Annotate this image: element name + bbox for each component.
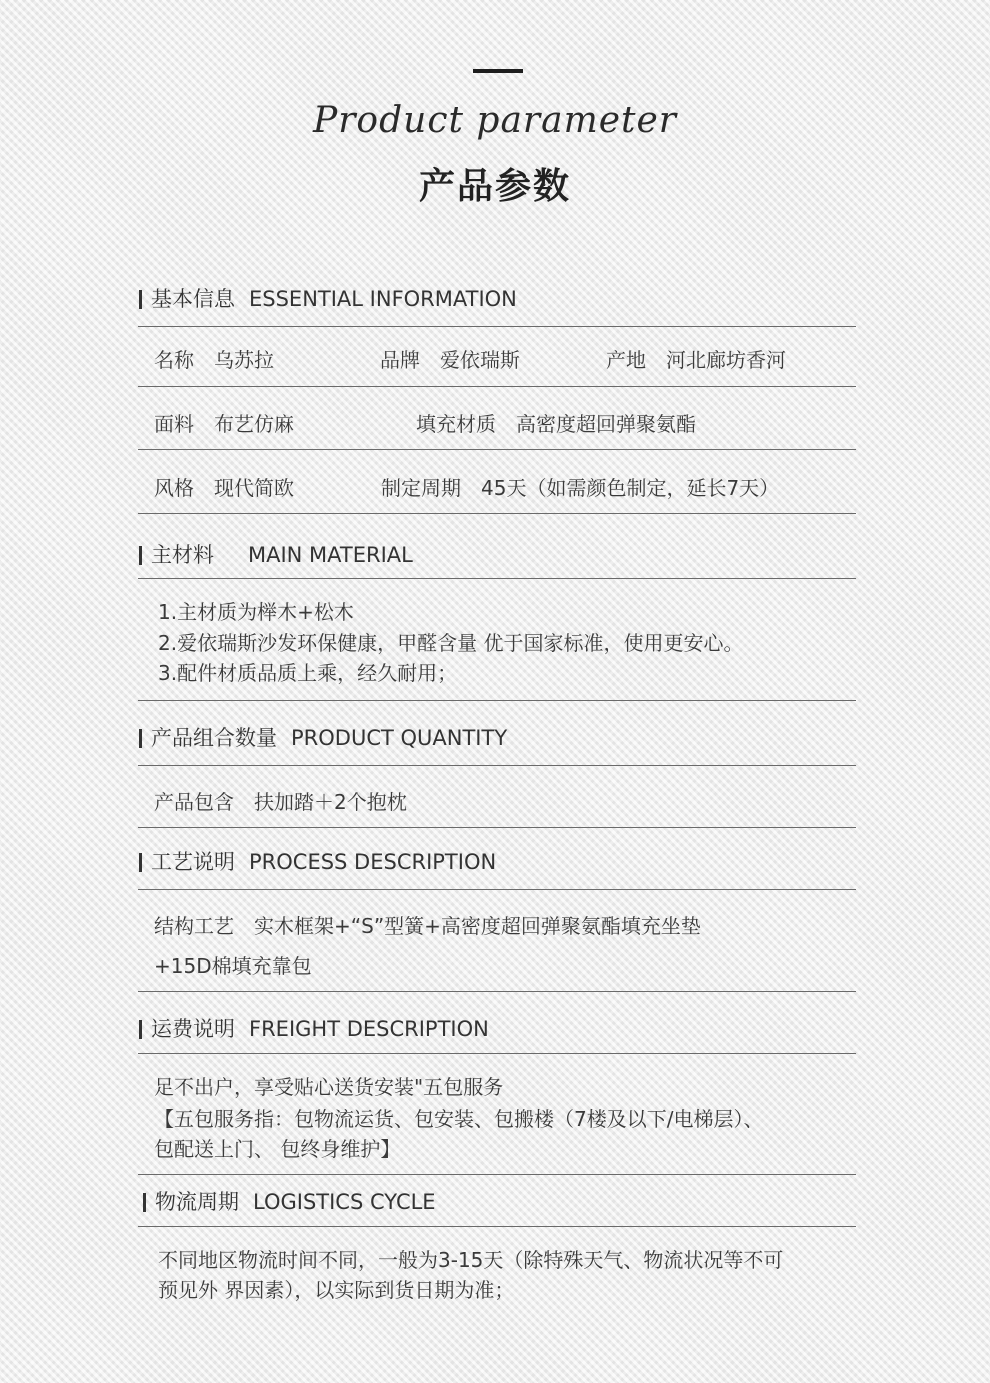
- divider: [138, 765, 856, 766]
- divider: [138, 513, 856, 514]
- section-marker: [139, 546, 142, 565]
- title-accent-bar: [473, 69, 523, 73]
- structure-line-2: +15D棉填充靠包: [154, 954, 312, 978]
- section-marker: [139, 1020, 142, 1039]
- divider: [138, 578, 856, 579]
- section-marker: [139, 853, 142, 872]
- section-marker: [139, 290, 142, 309]
- freight-line-3: 包配送上门、 包终身维护】: [154, 1137, 401, 1161]
- field-origin: 产地 河北廊坊香河: [606, 348, 786, 372]
- divider: [138, 991, 856, 992]
- material-line-2: 2.爱依瑞斯沙发环保健康，甲醛含量 优于国家标准，使用更安心。: [158, 631, 744, 655]
- field-filling: 填充材质 高密度超回弹聚氨酯: [416, 412, 696, 436]
- section-heading-essential-info: 基本信息 ESSENTIAL INFORMATION: [139, 283, 517, 313]
- logistics-line-2: 预见外 界因素），以实际到货日期为准；: [158, 1278, 515, 1302]
- page-title: 产品参数: [418, 166, 571, 207]
- divider: [138, 1174, 856, 1175]
- logistics-line-1: 不同地区物流时间不同，一般为3-15天（除特殊天气、物流状况等不可: [158, 1248, 784, 1272]
- freight-line-1: 足不出户，享受贴心送货安装"五包服务: [154, 1075, 504, 1099]
- section-heading-logistics: 物流周期 LOGISTICS CYCLE: [143, 1186, 436, 1216]
- material-line-1: 1.主材质为榉木+松木: [158, 600, 354, 624]
- field-package: 产品包含 扶加踏＋2个抱枕: [154, 790, 407, 814]
- field-name: 名称 乌苏拉: [154, 348, 274, 372]
- section-marker: [139, 729, 142, 748]
- section-marker: [143, 1193, 146, 1212]
- section-heading-process: 工艺说明 PROCESS DESCRIPTION: [139, 846, 496, 876]
- script-title: Product parameter: [312, 100, 677, 141]
- field-cycle: 制定周期 45天（如需颜色制定，延长7天）: [381, 476, 780, 500]
- section-heading-freight: 运费说明 FREIGHT DESCRIPTION: [139, 1013, 489, 1043]
- divider: [138, 1226, 856, 1227]
- divider: [138, 889, 856, 890]
- field-fabric: 面料 布艺仿麻: [154, 412, 294, 436]
- field-structure: 结构工艺 实木框架+“S”型簧+高密度超回弹聚氨酯填充坐垫: [154, 914, 701, 938]
- field-style: 风格 现代简欧: [154, 476, 294, 500]
- divider: [138, 449, 856, 450]
- divider: [138, 326, 856, 327]
- divider: [138, 827, 856, 828]
- freight-line-2: 【五包服务指：包物流运货、包安装、包搬楼（7楼及以下/电梯层）、: [154, 1107, 764, 1131]
- field-brand: 品牌 爱依瑞斯: [380, 348, 520, 372]
- divider: [138, 386, 856, 387]
- divider: [138, 1053, 856, 1054]
- divider: [138, 700, 856, 701]
- section-heading-main-material: 主材料 MAIN MATERIAL: [139, 539, 413, 569]
- material-line-3: 3.配件材质品质上乘，经久耐用；: [158, 661, 458, 685]
- section-heading-product-quantity: 产品组合数量 PRODUCT QUANTITY: [139, 722, 507, 752]
